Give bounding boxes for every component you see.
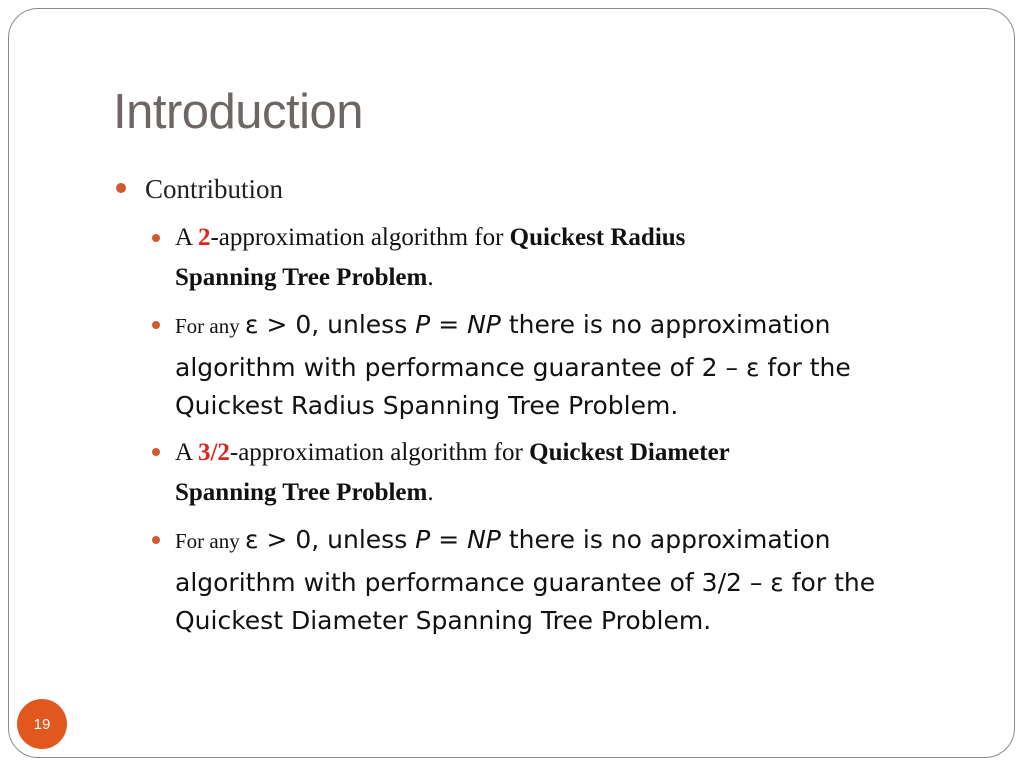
approx-factor: 2 (197, 224, 211, 251)
item-text: P (415, 310, 431, 339)
item-text: NP (467, 525, 501, 554)
item-text: P (415, 525, 431, 554)
list-item (175, 433, 965, 513)
item-text: -approximation algorithm for (210, 224, 510, 251)
problem-name: Quickest Radius (509, 224, 686, 251)
list-item (175, 304, 965, 426)
bullet-dot-icon (152, 234, 160, 242)
item-text: ε > 0, unless (245, 525, 416, 554)
problem-name: Spanning Tree Problem (175, 479, 428, 506)
list-item (175, 218, 965, 298)
problem-name: Spanning Tree Problem (175, 264, 428, 291)
item-text: Quickest Radius Spanning Tree Problem. (175, 391, 679, 420)
item-text: Quickest Diameter Spanning Tree Problem. (175, 606, 712, 635)
problem-name: Quickest Diameter (529, 439, 730, 466)
bullet-dot-icon (152, 321, 160, 329)
item-text: there is no approximation (500, 525, 831, 554)
item-text: For any (175, 529, 245, 553)
bullet-dot-icon (116, 183, 126, 193)
item-text: NP (467, 310, 501, 339)
item-text: . (427, 264, 434, 291)
item-text: For any (175, 314, 245, 338)
item-text: A (175, 439, 198, 466)
item-text: . (427, 479, 434, 506)
item-text: algorithm with performance guarantee of 3/2 – ε for the (175, 568, 876, 597)
bullet-dot-icon (152, 448, 160, 456)
item-text: ε > 0, unless (245, 310, 416, 339)
item-text: = (430, 310, 468, 339)
item-text: there is no approximation (500, 310, 831, 339)
item-text: algorithm with performance guarantee of 2 – ε for the (175, 353, 851, 382)
slide-title: Introduction (113, 85, 364, 139)
list-item (175, 519, 965, 641)
item-text: = (430, 525, 468, 554)
page-number-badge: 19 (17, 699, 67, 749)
item-text: -approximation algorithm for (229, 439, 530, 466)
approx-factor: 3/2 (197, 439, 230, 466)
bullet-dot-icon (152, 536, 160, 544)
bullet-contribution: Contribution (145, 174, 284, 204)
item-text: A (175, 224, 198, 251)
